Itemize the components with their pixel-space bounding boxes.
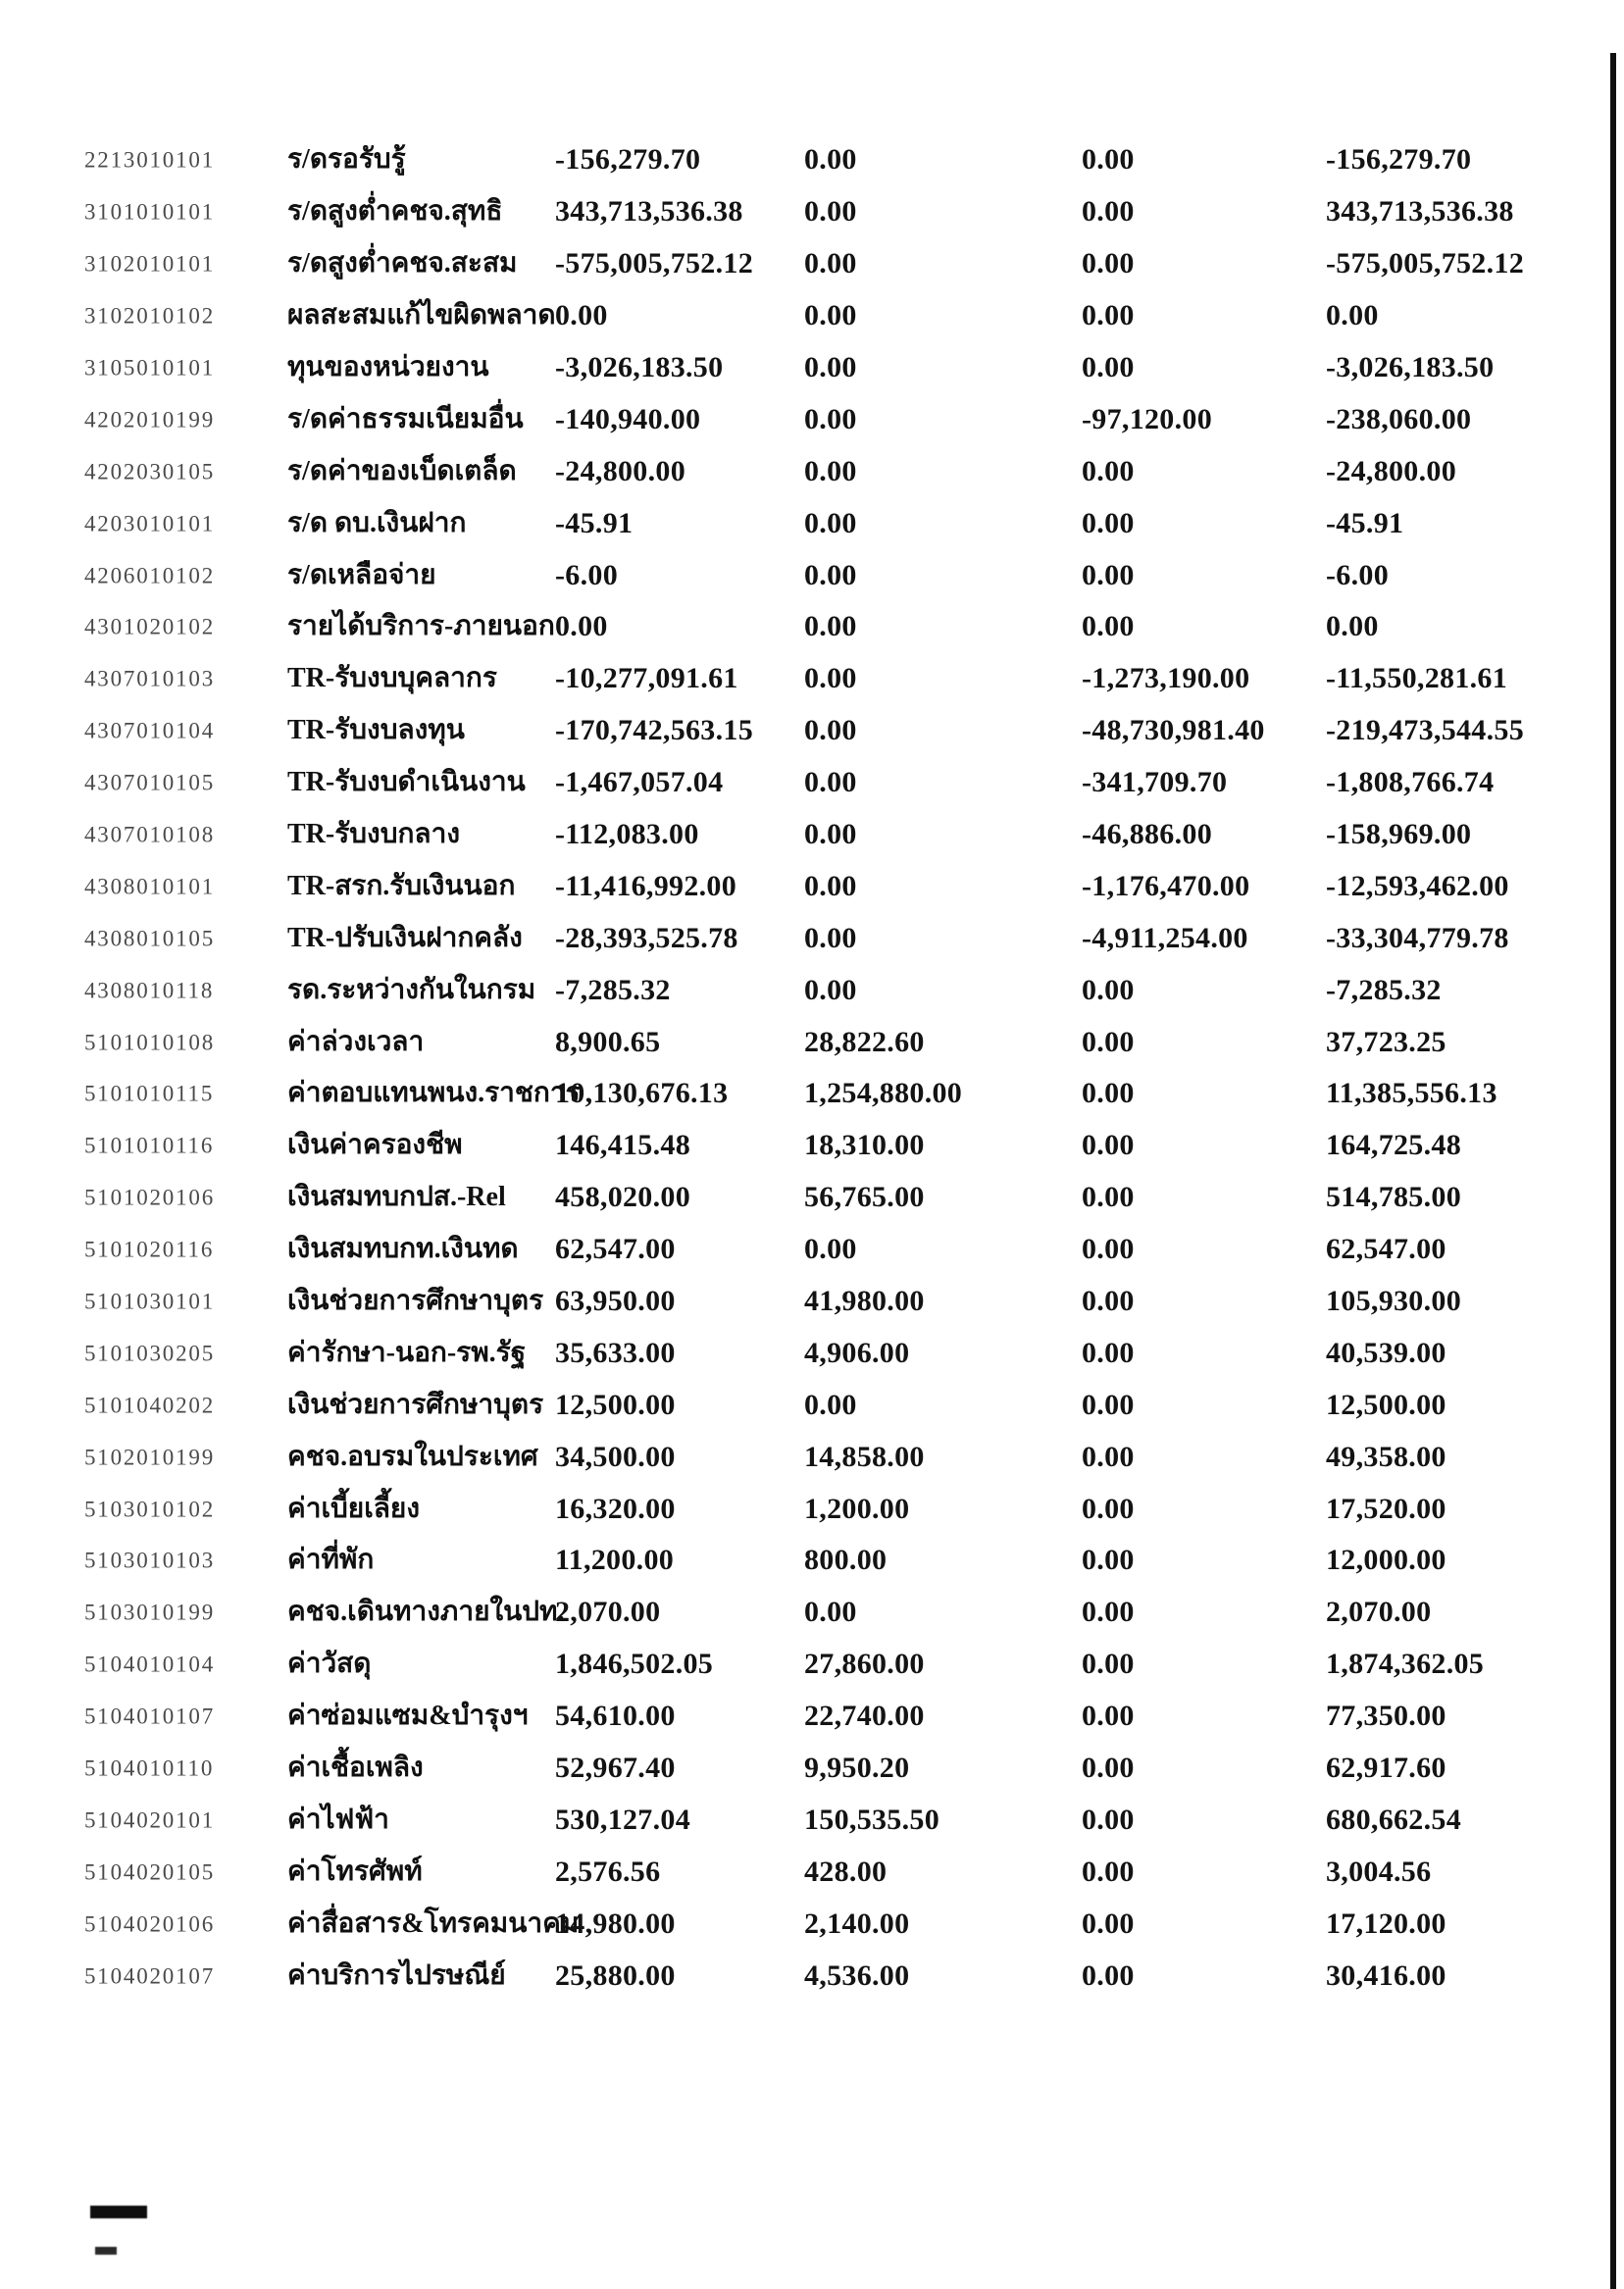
- amount-cell-4: 17,120.00: [1326, 1907, 1446, 1940]
- description-cell: ค่าเบี้ยเลี้ยง: [287, 1493, 421, 1524]
- account-code-cell: 4203010101: [84, 511, 215, 536]
- amount-cell-2: 1,200.00: [804, 1492, 910, 1525]
- description-cell: ร/ดรอรับรู้: [287, 144, 406, 176]
- amount-cell-1: -11,416,992.00: [555, 869, 737, 902]
- table-row: [0, 1743, 1624, 1795]
- amount-cell-2: 0.00: [804, 299, 857, 332]
- amount-cell-4: 12,000.00: [1326, 1544, 1446, 1577]
- amount-cell-3: 0.00: [1082, 1492, 1135, 1525]
- description-cell: ร/ด ดบ.เงินฝาก: [287, 507, 467, 538]
- amount-cell-4: 164,725.48: [1326, 1129, 1461, 1162]
- amount-cell-2: 28,822.60: [804, 1025, 925, 1058]
- table-row: [0, 1898, 1624, 1950]
- amount-cell-1: 11,200.00: [555, 1544, 675, 1577]
- amount-cell-2: 0.00: [804, 1596, 857, 1629]
- amount-cell-1: 12,500.00: [555, 1388, 676, 1421]
- description-cell: ค่าไฟฟ้า: [287, 1804, 389, 1835]
- description-cell: ค่าล่วงเวลา: [287, 1026, 425, 1057]
- description-cell: ค่าโทรศัพท์: [287, 1856, 423, 1887]
- amount-cell-2: 0.00: [804, 402, 857, 435]
- amount-cell-4: 2,070.00: [1326, 1596, 1432, 1629]
- description-cell: ค่าที่พัก: [287, 1545, 375, 1576]
- amount-cell-2: 0.00: [804, 1233, 857, 1266]
- amount-cell-1: 1,846,502.05: [555, 1648, 714, 1681]
- description-cell: ค่าบริการไปรษณีย์: [287, 1959, 506, 1991]
- amount-cell-4: -6.00: [1326, 558, 1389, 591]
- amount-cell-1: -28,393,525.78: [555, 921, 738, 954]
- description-cell: ร/ดค่าของเบ็ดเตล็ด: [287, 455, 517, 486]
- amount-cell-3: 0.00: [1082, 1388, 1135, 1421]
- table-row: [0, 549, 1624, 601]
- amount-cell-4: 0.00: [1326, 299, 1379, 332]
- amount-cell-4: 1,874,362.05: [1326, 1648, 1485, 1681]
- amount-cell-4: -1,808,766.74: [1326, 766, 1495, 799]
- amount-cell-4: -238,060.00: [1326, 402, 1472, 435]
- account-code-cell: 5104020106: [84, 1911, 215, 1937]
- description-cell: TR-รับงบลงทุน: [287, 715, 465, 746]
- account-code-cell: 5104010107: [84, 1704, 215, 1729]
- amount-cell-1: 34,500.00: [555, 1440, 676, 1473]
- description-cell: เงินช่วยการศึกษาบุตร: [287, 1286, 544, 1317]
- account-code-cell: 3101010101: [84, 199, 215, 225]
- amount-cell-2: 41,980.00: [804, 1285, 925, 1318]
- amount-cell-1: 10,130,676.13: [555, 1077, 729, 1110]
- amount-cell-4: 12,500.00: [1326, 1388, 1446, 1421]
- description-cell: เงินค่าครองชีพ: [287, 1130, 463, 1161]
- account-code-cell: 5102010199: [84, 1445, 215, 1470]
- amount-cell-3: 0.00: [1082, 351, 1135, 383]
- amount-cell-3: 0.00: [1082, 1025, 1135, 1058]
- amount-cell-2: 1,254,880.00: [804, 1077, 963, 1110]
- account-code-cell: 4206010102: [84, 563, 215, 588]
- amount-cell-4: -156,279.70: [1326, 143, 1472, 177]
- amount-cell-3: 0.00: [1082, 1907, 1135, 1940]
- amount-cell-4: 77,350.00: [1326, 1700, 1446, 1733]
- amount-cell-2: 428.00: [804, 1855, 888, 1888]
- table-row: [0, 1120, 1624, 1172]
- amount-cell-2: 0.00: [804, 143, 857, 177]
- amount-cell-1: 52,967.40: [555, 1752, 676, 1785]
- amount-cell-2: 0.00: [804, 247, 857, 280]
- amount-cell-2: 27,860.00: [804, 1648, 925, 1681]
- amount-cell-4: 17,520.00: [1326, 1492, 1446, 1525]
- amount-cell-1: -24,800.00: [555, 454, 685, 487]
- account-code-cell: 5103010103: [84, 1548, 215, 1573]
- amount-cell-1: 35,633.00: [555, 1336, 676, 1369]
- account-code-cell: 4308010105: [84, 926, 215, 951]
- description-cell: ค่ารักษา-นอก-รพ.รัฐ: [287, 1337, 527, 1368]
- table-row: [0, 1068, 1624, 1120]
- amount-cell-2: 56,765.00: [804, 1181, 925, 1214]
- description-cell: ค่าตอบแทนพนง.ราชการ: [287, 1078, 581, 1109]
- table-row: [0, 1431, 1624, 1483]
- account-code-cell: 2213010101: [84, 147, 215, 173]
- account-code-cell: 4202030105: [84, 459, 215, 484]
- account-code-cell: 4307010105: [84, 770, 215, 795]
- amount-cell-3: 0.00: [1082, 1855, 1135, 1888]
- table-row: [0, 1587, 1624, 1639]
- amount-cell-1: 0.00: [555, 299, 608, 332]
- amount-cell-3: 0.00: [1082, 558, 1135, 591]
- table-row: [0, 134, 1624, 186]
- table-row: [0, 1276, 1624, 1328]
- table-row: [0, 1379, 1624, 1431]
- amount-cell-1: -112,083.00: [555, 818, 699, 851]
- amount-cell-3: 0.00: [1082, 1752, 1135, 1785]
- amount-cell-3: 0.00: [1082, 1596, 1135, 1629]
- amount-cell-2: 0.00: [804, 662, 857, 695]
- amount-cell-4: 49,358.00: [1326, 1440, 1446, 1473]
- account-code-cell: 5101030205: [84, 1341, 215, 1366]
- table-row: [0, 186, 1624, 238]
- table-row: [0, 445, 1624, 497]
- amount-cell-4: -158,969.00: [1326, 818, 1472, 851]
- amount-cell-2: 0.00: [804, 610, 857, 643]
- amount-cell-2: 0.00: [804, 818, 857, 851]
- account-code-cell: 4307010103: [84, 666, 215, 691]
- account-code-cell: 5104020107: [84, 1963, 215, 1989]
- scan-mark-bottom-left-small: [95, 2247, 117, 2255]
- amount-cell-4: 30,416.00: [1326, 1958, 1446, 1992]
- amount-cell-3: 0.00: [1082, 1803, 1135, 1836]
- amount-cell-1: 16,320.00: [555, 1492, 676, 1525]
- amount-cell-1: -140,940.00: [555, 402, 701, 435]
- amount-cell-3: 0.00: [1082, 610, 1135, 643]
- amount-cell-2: 0.00: [804, 454, 857, 487]
- account-code-cell: 5104010104: [84, 1652, 215, 1677]
- amount-cell-2: 0.00: [804, 1388, 857, 1421]
- description-cell: เงินสมทบกท.เงินทด: [287, 1234, 519, 1265]
- account-code-cell: 5101040202: [84, 1393, 215, 1418]
- table-row: [0, 497, 1624, 549]
- account-code-cell: 4301020102: [84, 614, 215, 639]
- table-row: [0, 1795, 1624, 1847]
- amount-cell-4: 343,713,536.38: [1326, 195, 1514, 229]
- description-cell: TR-สรก.รับเงินนอก: [287, 870, 516, 901]
- table-row: [0, 1327, 1624, 1379]
- amount-cell-3: -1,273,190.00: [1082, 662, 1250, 695]
- description-cell: TR-รับงบกลาง: [287, 819, 460, 850]
- description-cell: ร/ดค่าธรรมเนียมอื่น: [287, 403, 524, 434]
- amount-cell-4: -33,304,779.78: [1326, 921, 1509, 954]
- amount-cell-2: 4,536.00: [804, 1958, 910, 1992]
- amount-cell-4: 105,930.00: [1326, 1285, 1461, 1318]
- account-code-cell: 5101030101: [84, 1289, 215, 1314]
- account-code-cell: 5101010115: [84, 1081, 215, 1106]
- amount-cell-2: 0.00: [804, 351, 857, 383]
- table-row: [0, 705, 1624, 757]
- amount-cell-4: -45.91: [1326, 506, 1404, 539]
- amount-cell-2: 0.00: [804, 558, 857, 591]
- amount-cell-3: 0.00: [1082, 1336, 1135, 1369]
- account-code-cell: 5104020101: [84, 1807, 215, 1833]
- amount-cell-3: 0.00: [1082, 1440, 1135, 1473]
- table-row: [0, 342, 1624, 394]
- amount-cell-2: 0.00: [804, 766, 857, 799]
- amount-cell-1: -10,277,091.61: [555, 662, 738, 695]
- amount-cell-2: 4,906.00: [804, 1336, 910, 1369]
- amount-cell-1: 63,950.00: [555, 1285, 676, 1318]
- table-row: [0, 964, 1624, 1016]
- description-cell: รายได้บริการ-ภายนอก: [287, 611, 555, 642]
- amount-cell-3: -1,176,470.00: [1082, 869, 1250, 902]
- amount-cell-1: -45.91: [555, 506, 634, 539]
- description-cell: ร/ดเหลือจ่าย: [287, 559, 436, 590]
- amount-cell-4: -24,800.00: [1326, 454, 1456, 487]
- amount-cell-2: 14,858.00: [804, 1440, 925, 1473]
- description-cell: ค่าสื่อสาร&โทรคมนาคม: [287, 1908, 580, 1939]
- description-cell: TR-รับงบบุคลากร: [287, 663, 497, 694]
- description-cell: TR-ปรับเงินฝากคลัง: [287, 922, 523, 953]
- table-row: [0, 912, 1624, 964]
- scan-mark-bottom-left: [90, 2206, 147, 2218]
- account-code-cell: 5103010102: [84, 1497, 215, 1522]
- amount-cell-1: -6.00: [555, 558, 618, 591]
- amount-cell-2: 0.00: [804, 506, 857, 539]
- account-code-cell: 4308010101: [84, 874, 215, 899]
- amount-cell-2: 0.00: [804, 714, 857, 747]
- amount-cell-3: -48,730,981.40: [1082, 714, 1265, 747]
- account-code-cell: 4307010104: [84, 718, 215, 743]
- amount-cell-4: 3,004.56: [1326, 1855, 1432, 1888]
- amount-cell-2: 9,950.20: [804, 1752, 910, 1785]
- account-code-cell: 5104020105: [84, 1859, 215, 1885]
- amount-cell-1: -7,285.32: [555, 973, 671, 1006]
- amount-cell-3: -341,709.70: [1082, 766, 1228, 799]
- table-row: [0, 653, 1624, 705]
- description-cell: คชจ.เดินทางภายในปท.: [287, 1597, 565, 1628]
- amount-cell-1: 530,127.04: [555, 1803, 690, 1836]
- amount-cell-3: 0.00: [1082, 454, 1135, 487]
- amount-cell-3: 0.00: [1082, 1700, 1135, 1733]
- amount-cell-4: 62,917.60: [1326, 1752, 1446, 1785]
- account-code-cell: 3102010101: [84, 251, 215, 277]
- account-code-cell: 5101010108: [84, 1030, 215, 1055]
- account-code-cell: 5101020106: [84, 1185, 215, 1210]
- amount-cell-1: 146,415.48: [555, 1129, 690, 1162]
- amount-cell-4: 0.00: [1326, 610, 1379, 643]
- amount-cell-4: 62,547.00: [1326, 1233, 1446, 1266]
- amount-cell-4: 37,723.25: [1326, 1025, 1446, 1058]
- amount-cell-3: 0.00: [1082, 1233, 1135, 1266]
- table-row: [0, 1950, 1624, 2002]
- amount-cell-2: 2,140.00: [804, 1907, 910, 1940]
- table-row: [0, 809, 1624, 861]
- account-code-cell: 3102010102: [84, 303, 215, 329]
- amount-cell-3: 0.00: [1082, 1958, 1135, 1992]
- amount-cell-1: 25,880.00: [555, 1958, 676, 1992]
- table-row: [0, 860, 1624, 912]
- amount-cell-3: 0.00: [1082, 1544, 1135, 1577]
- amount-cell-3: -4,911,254.00: [1082, 921, 1248, 954]
- amount-cell-1: 14,980.00: [555, 1907, 676, 1940]
- amount-cell-2: 18,310.00: [804, 1129, 925, 1162]
- description-cell: ผลสะสมแก้ไขผิดพลาด: [287, 300, 556, 331]
- account-ledger-table: [0, 134, 1624, 2002]
- description-cell: เงินช่วยการศึกษาบุตร: [287, 1389, 544, 1420]
- account-code-cell: 5101010116: [84, 1133, 215, 1158]
- description-cell: คชจ.อบรมในประเทศ: [287, 1441, 538, 1472]
- amount-cell-2: 150,535.50: [804, 1803, 939, 1836]
- account-code-cell: 4308010118: [84, 978, 215, 1003]
- amount-cell-1: -3,026,183.50: [555, 351, 724, 383]
- description-cell: ทุนของหน่วยงาน: [287, 352, 489, 382]
- description-cell: ร/ดสูงต่ำคชจ.สะสม: [287, 248, 518, 280]
- amount-cell-1: -156,279.70: [555, 143, 701, 177]
- description-cell: ร/ดสูงต่ำคชจ.สุทธิ: [287, 196, 503, 228]
- amount-cell-2: 0.00: [804, 921, 857, 954]
- amount-cell-4: 40,539.00: [1326, 1336, 1446, 1369]
- amount-cell-3: 0.00: [1082, 1181, 1135, 1214]
- amount-cell-4: -7,285.32: [1326, 973, 1442, 1006]
- amount-cell-2: 0.00: [804, 973, 857, 1006]
- description-cell: รด.ระหว่างกันในกรม: [287, 974, 536, 1005]
- account-code-cell: 5103010199: [84, 1600, 215, 1625]
- account-code-cell: 4202010199: [84, 407, 215, 432]
- amount-cell-4: -3,026,183.50: [1326, 351, 1495, 383]
- amount-cell-3: 0.00: [1082, 299, 1135, 332]
- amount-cell-4: 11,385,556.13: [1326, 1077, 1497, 1110]
- description-cell: เงินสมทบกปส.-Rel: [287, 1182, 506, 1213]
- amount-cell-3: 0.00: [1082, 1285, 1135, 1318]
- amount-cell-1: -575,005,752.12: [555, 247, 753, 280]
- table-row: [0, 1172, 1624, 1224]
- amount-cell-3: 0.00: [1082, 506, 1135, 539]
- amount-cell-4: 514,785.00: [1326, 1181, 1461, 1214]
- table-row: [0, 1016, 1624, 1068]
- account-code-cell: 5101020116: [84, 1237, 215, 1262]
- amount-cell-2: 0.00: [804, 869, 857, 902]
- amount-cell-3: -46,886.00: [1082, 818, 1212, 851]
- table-row: [0, 1483, 1624, 1535]
- amount-cell-1: 62,547.00: [555, 1233, 676, 1266]
- amount-cell-3: 0.00: [1082, 247, 1135, 280]
- amount-cell-4: -11,550,281.61: [1326, 662, 1508, 695]
- amount-cell-3: 0.00: [1082, 1648, 1135, 1681]
- amount-cell-1: 0.00: [555, 610, 608, 643]
- account-code-cell: 3105010101: [84, 355, 215, 381]
- amount-cell-4: -12,593,462.00: [1326, 869, 1509, 902]
- table-row: [0, 1691, 1624, 1743]
- amount-cell-3: -97,120.00: [1082, 402, 1212, 435]
- amount-cell-3: 0.00: [1082, 1077, 1135, 1110]
- table-row: [0, 1224, 1624, 1276]
- amount-cell-1: 8,900.65: [555, 1025, 661, 1058]
- amount-cell-1: -1,467,057.04: [555, 766, 724, 799]
- description-cell: ค่าซ่อมแซม&บำรุงฯ: [287, 1701, 529, 1732]
- amount-cell-1: 458,020.00: [555, 1181, 690, 1214]
- table-row: [0, 601, 1624, 653]
- amount-cell-3: 0.00: [1082, 973, 1135, 1006]
- amount-cell-4: -575,005,752.12: [1326, 247, 1524, 280]
- amount-cell-3: 0.00: [1082, 195, 1135, 229]
- account-code-cell: 4307010108: [84, 822, 215, 847]
- table-row: [0, 1639, 1624, 1691]
- amount-cell-1: 2,070.00: [555, 1596, 661, 1629]
- amount-cell-3: 0.00: [1082, 1129, 1135, 1162]
- description-cell: ค่าเชื้อเพลิง: [287, 1753, 424, 1784]
- table-row: [0, 1846, 1624, 1898]
- amount-cell-4: 680,662.54: [1326, 1803, 1461, 1836]
- table-row: [0, 290, 1624, 342]
- amount-cell-1: -170,742,563.15: [555, 714, 753, 747]
- table-row: [0, 757, 1624, 809]
- amount-cell-4: -219,473,544.55: [1326, 714, 1524, 747]
- account-code-cell: 5104010110: [84, 1755, 215, 1781]
- amount-cell-2: 800.00: [804, 1544, 888, 1577]
- amount-cell-3: 0.00: [1082, 143, 1135, 177]
- amount-cell-2: 0.00: [804, 195, 857, 229]
- amount-cell-1: 343,713,536.38: [555, 195, 743, 229]
- amount-cell-2: 22,740.00: [804, 1700, 925, 1733]
- table-row: [0, 238, 1624, 290]
- description-cell: TR-รับงบดำเนินงาน: [287, 767, 526, 798]
- amount-cell-1: 2,576.56: [555, 1855, 661, 1888]
- amount-cell-1: 54,610.00: [555, 1700, 676, 1733]
- table-row: [0, 1535, 1624, 1587]
- scan-edge-line-right: [1610, 53, 1616, 2289]
- table-row: [0, 393, 1624, 445]
- description-cell: ค่าวัสดุ: [287, 1649, 372, 1680]
